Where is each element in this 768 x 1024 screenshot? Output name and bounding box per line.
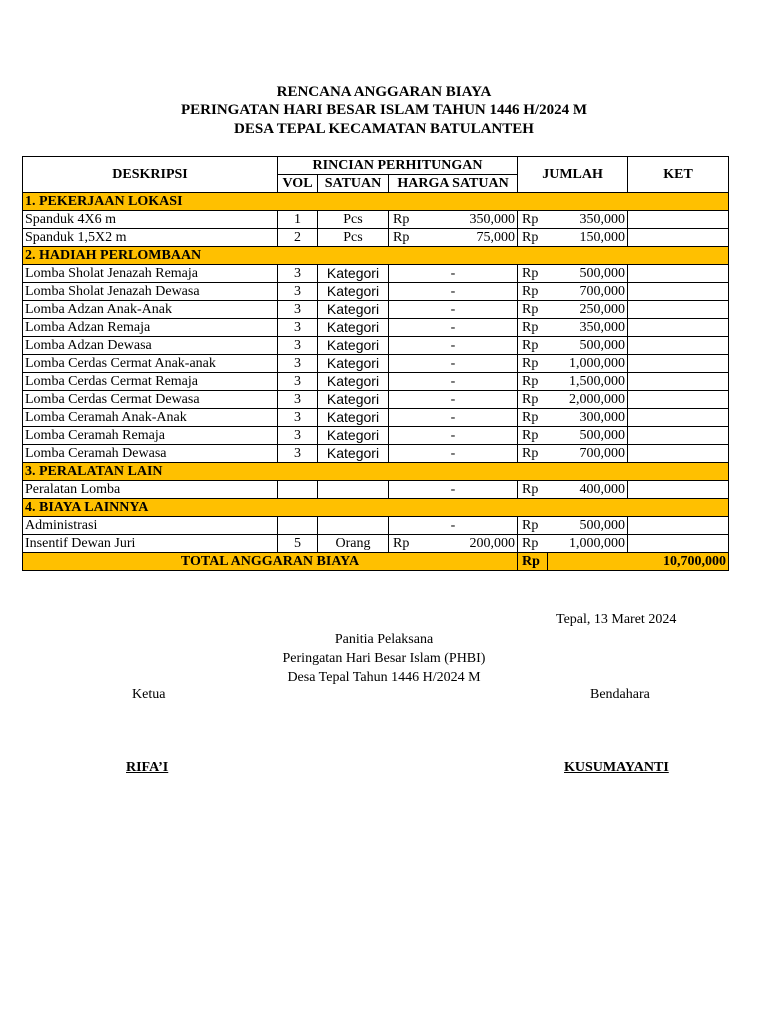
table-row	[23, 481, 729, 499]
row-deskripsi: Spanduk 1,5X2 m	[23, 229, 278, 247]
row-ket	[628, 265, 729, 283]
row-deskripsi: Lomba Adzan Remaja	[23, 319, 278, 337]
row-jumlah-value: 2,000,000	[548, 391, 628, 409]
row-vol	[278, 517, 318, 535]
budget-table	[22, 156, 729, 571]
row-vol: 3	[278, 373, 318, 391]
header-deskripsi: DESKRIPSI	[23, 157, 278, 193]
header-ket: KET	[628, 157, 729, 193]
total-currency: Rp	[518, 553, 548, 571]
role-ketua: Ketua	[132, 687, 166, 702]
row-jumlah-value: 1,000,000	[548, 355, 628, 373]
row-harga-value: 350,000	[419, 211, 518, 229]
row-harga-value: -	[389, 265, 518, 283]
row-jumlah-currency: Rp	[518, 391, 548, 409]
row-satuan: Pcs	[318, 211, 389, 229]
row-jumlah-value: 500,000	[548, 337, 628, 355]
table-row	[23, 517, 729, 535]
row-satuan: Kategori	[318, 265, 389, 283]
section-row	[23, 463, 729, 481]
row-harga-value: -	[389, 445, 518, 463]
row-jumlah-currency: Rp	[518, 265, 548, 283]
row-harga-currency: Rp	[389, 229, 419, 247]
section-title: 1. PEKERJAAN LOKASI	[23, 193, 729, 211]
row-harga-value: 75,000	[419, 229, 518, 247]
row-jumlah-value: 700,000	[548, 445, 628, 463]
row-jumlah-currency: Rp	[518, 517, 548, 535]
row-jumlah-currency: Rp	[518, 229, 548, 247]
table-row	[23, 283, 729, 301]
table-row	[23, 229, 729, 247]
row-ket	[628, 427, 729, 445]
row-ket	[628, 355, 729, 373]
row-jumlah-currency: Rp	[518, 535, 548, 553]
row-vol: 3	[278, 319, 318, 337]
org-line-2: Peringatan Hari Besar Islam (PHBI)	[282, 651, 486, 666]
section-title: 4. BIAYA LAINNYA	[23, 499, 729, 517]
row-ket	[628, 229, 729, 247]
row-jumlah-currency: Rp	[518, 445, 548, 463]
row-jumlah-value: 400,000	[548, 481, 628, 499]
row-jumlah-value: 350,000	[548, 319, 628, 337]
row-satuan: Kategori	[318, 427, 389, 445]
row-deskripsi: Lomba Sholat Jenazah Dewasa	[23, 283, 278, 301]
row-deskripsi: Spanduk 4X6 m	[23, 211, 278, 229]
row-jumlah-value: 1,000,000	[548, 535, 628, 553]
table-row	[23, 211, 729, 229]
row-harga-value: -	[389, 391, 518, 409]
row-jumlah-currency: Rp	[518, 319, 548, 337]
row-satuan: Kategori	[318, 445, 389, 463]
row-ket	[628, 301, 729, 319]
row-ket	[628, 373, 729, 391]
row-deskripsi: Lomba Adzan Dewasa	[23, 337, 278, 355]
row-ket	[628, 517, 729, 535]
row-harga-value: 200,000	[419, 535, 518, 553]
row-jumlah-value: 500,000	[548, 517, 628, 535]
header-harga-satuan: HARGA SATUAN	[389, 175, 518, 193]
row-deskripsi: Lomba Ceramah Anak-Anak	[23, 409, 278, 427]
row-satuan	[318, 517, 389, 535]
section-row	[23, 247, 729, 265]
row-vol: 1	[278, 211, 318, 229]
row-satuan: Kategori	[318, 319, 389, 337]
row-vol: 3	[278, 283, 318, 301]
table-row	[23, 409, 729, 427]
row-harga-value: -	[389, 301, 518, 319]
row-satuan: Kategori	[318, 283, 389, 301]
row-harga-value: -	[389, 337, 518, 355]
row-satuan: Kategori	[318, 373, 389, 391]
row-jumlah-value: 300,000	[548, 409, 628, 427]
table-row	[23, 355, 729, 373]
row-deskripsi: Lomba Sholat Jenazah Remaja	[23, 265, 278, 283]
row-jumlah-currency: Rp	[518, 427, 548, 445]
row-satuan: Pcs	[318, 229, 389, 247]
row-jumlah-value: 1,500,000	[548, 373, 628, 391]
section-title: 3. PERALATAN LAIN	[23, 463, 729, 481]
row-deskripsi: Lomba Cerdas Cermat Anak-anak	[23, 355, 278, 373]
doc-title-line-1: RENCANA ANGGARAN BIAYA	[276, 84, 492, 100]
row-harga-value: -	[389, 319, 518, 337]
header-satuan: SATUAN	[318, 175, 389, 193]
row-vol: 5	[278, 535, 318, 553]
row-harga-value: -	[389, 409, 518, 427]
row-ket	[628, 319, 729, 337]
row-jumlah-value: 150,000	[548, 229, 628, 247]
table-row	[23, 391, 729, 409]
table-row	[23, 265, 729, 283]
row-satuan: Kategori	[318, 301, 389, 319]
org-line-3: Desa Tepal Tahun 1446 H/2024 M	[287, 670, 481, 685]
row-ket	[628, 481, 729, 499]
section-row	[23, 499, 729, 517]
row-vol	[278, 481, 318, 499]
row-deskripsi: Insentif Dewan Juri	[23, 535, 278, 553]
doc-title-line-3: DESA TEPAL KECAMATAN BATULANTEH	[234, 121, 534, 137]
row-satuan: Kategori	[318, 355, 389, 373]
row-jumlah-value: 350,000	[548, 211, 628, 229]
row-satuan: Kategori	[318, 337, 389, 355]
row-ket	[628, 445, 729, 463]
row-jumlah-value: 500,000	[548, 427, 628, 445]
row-vol: 3	[278, 337, 318, 355]
row-harga-value: -	[389, 427, 518, 445]
row-deskripsi: Lomba Cerdas Cermat Remaja	[23, 373, 278, 391]
row-ket	[628, 283, 729, 301]
row-ket	[628, 409, 729, 427]
table-row	[23, 427, 729, 445]
section-title: 2. HADIAH PERLOMBAAN	[23, 247, 729, 265]
row-harga-value: -	[389, 283, 518, 301]
row-harga-value: -	[389, 355, 518, 373]
table-row	[23, 319, 729, 337]
doc-title-line-2: PERINGATAN HARI BESAR ISLAM TAHUN 1446 H/2024 M	[180, 102, 587, 118]
row-jumlah-currency: Rp	[518, 481, 548, 499]
row-vol: 3	[278, 355, 318, 373]
row-harga-value: -	[389, 373, 518, 391]
row-ket	[628, 535, 729, 553]
total-label: TOTAL ANGGARAN BIAYA	[23, 553, 518, 571]
section-row	[23, 193, 729, 211]
org-line-1: Panitia Pelaksana	[334, 632, 434, 647]
role-bendahara: Bendahara	[590, 687, 650, 702]
row-vol: 3	[278, 427, 318, 445]
place-date: Tepal, 13 Maret 2024	[556, 612, 677, 627]
row-satuan	[318, 481, 389, 499]
row-jumlah-currency: Rp	[518, 337, 548, 355]
table-row	[23, 337, 729, 355]
row-deskripsi: Lomba Ceramah Dewasa	[23, 445, 278, 463]
row-jumlah-currency: Rp	[518, 283, 548, 301]
row-jumlah-value: 250,000	[548, 301, 628, 319]
row-vol: 3	[278, 391, 318, 409]
row-ket	[628, 211, 729, 229]
row-ket	[628, 337, 729, 355]
row-jumlah-value: 500,000	[548, 265, 628, 283]
total-value: 10,700,000	[548, 553, 729, 571]
table-row	[23, 535, 729, 553]
row-satuan: Orang	[318, 535, 389, 553]
table-row	[23, 301, 729, 319]
row-vol: 2	[278, 229, 318, 247]
header-rincian: RINCIAN PERHITUNGAN	[278, 157, 518, 175]
header-jumlah: JUMLAH	[518, 157, 628, 193]
row-satuan: Kategori	[318, 409, 389, 427]
row-vol: 3	[278, 445, 318, 463]
row-harga-value: -	[389, 481, 518, 499]
table-header-row-1	[23, 157, 729, 175]
row-vol: 3	[278, 409, 318, 427]
row-vol: 3	[278, 301, 318, 319]
row-deskripsi: Lomba Ceramah Remaja	[23, 427, 278, 445]
row-satuan: Kategori	[318, 391, 389, 409]
row-deskripsi: Lomba Adzan Anak-Anak	[23, 301, 278, 319]
row-harga-value: -	[389, 517, 518, 535]
row-deskripsi: Lomba Cerdas Cermat Dewasa	[23, 391, 278, 409]
row-deskripsi: Peralatan Lomba	[23, 481, 278, 499]
row-jumlah-currency: Rp	[518, 301, 548, 319]
row-harga-currency: Rp	[389, 211, 419, 229]
table-row	[23, 445, 729, 463]
row-jumlah-currency: Rp	[518, 409, 548, 427]
row-vol: 3	[278, 265, 318, 283]
table-row	[23, 373, 729, 391]
row-jumlah-currency: Rp	[518, 373, 548, 391]
row-ket	[628, 391, 729, 409]
total-row	[23, 553, 729, 571]
header-vol: VOL	[278, 175, 318, 193]
row-harga-currency: Rp	[389, 535, 419, 553]
row-jumlah-value: 700,000	[548, 283, 628, 301]
row-jumlah-currency: Rp	[518, 355, 548, 373]
signatory-ketua: RIFA’I	[126, 760, 169, 775]
row-jumlah-currency: Rp	[518, 211, 548, 229]
row-deskripsi: Administrasi	[23, 517, 278, 535]
signatory-bendahara: KUSUMAYANTI	[564, 760, 669, 775]
